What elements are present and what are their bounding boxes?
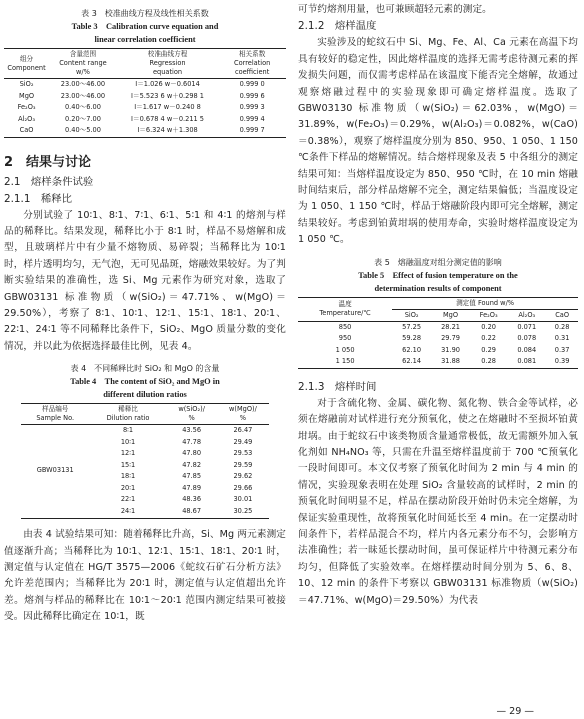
- table-cell: SiO₂: [19, 80, 34, 88]
- table4-header-row: [21, 404, 269, 425]
- table-row: [298, 345, 578, 357]
- table-cell: 47.82: [182, 460, 202, 469]
- subsection-heading: 2.1 熔样条件试验: [4, 175, 94, 188]
- table5-block: [298, 257, 578, 369]
- header-text: w(SiO₂)/ %: [178, 405, 205, 423]
- paragraph-dilution: 分别试验了 10∶1、8∶1、7∶1、6∶1、5∶1 和 4∶1 的熔剂与样品的稀释比。结果发现，稀释比小于 8∶1 时，样品不易熔解和成型，且玻璃样片中有少量不熔物质、易碎裂；当稀释比为 10∶1 时，样片透明均匀，无气泡，无可见晶斑，熔融效果较好。为了判断实验结果的准确性，选 Si、Mg 元素作为研究对象，选取了 GBW03131 标准物质（w(SiO₂)＝47.71%、w(MgO)＝29.50%），考察了 8∶1、10∶1、12∶1、15∶1、18∶1、20∶1、22∶1、24∶1 等不同稀释比条件下，SiO₂、MgO 质量分数的变化情况，并以此为依据选择最佳比例，见表 4。: [4, 209, 286, 352]
- table-cell: 24∶1: [120, 506, 136, 515]
- table5-header-cell: Al₂O₃: [518, 310, 536, 319]
- table-cell: 0.078: [517, 334, 537, 343]
- table-cell: 23.00～46.00: [60, 80, 106, 88]
- table-row: [4, 114, 286, 126]
- rule-cell: [21, 517, 269, 519]
- table-cell: 10∶1: [120, 437, 136, 446]
- table-cell: 8∶1: [122, 426, 134, 435]
- table3-header-cell: [218, 49, 286, 79]
- table-cell: 62.10: [402, 345, 422, 354]
- table-cell: 0.999 4: [239, 114, 265, 123]
- table-cell: 0.31: [554, 334, 570, 343]
- table-cell: 47.85: [182, 472, 202, 481]
- header-text: 含量范围 Content range w/%: [59, 50, 107, 76]
- right-column: [298, 0, 578, 609]
- table4-header-cell: [166, 404, 216, 425]
- table-cell: 850: [338, 322, 352, 331]
- table-cell: 0.39: [554, 357, 570, 366]
- header-text: 样品编号 Sample No.: [36, 405, 75, 423]
- table-cell: 47.80: [182, 449, 202, 458]
- table-cell: 0.20～7.00: [64, 114, 101, 123]
- table4-block: [4, 363, 286, 519]
- table-cell: 1 150: [335, 357, 355, 366]
- table-cell: 0.29: [481, 345, 496, 354]
- table-cell: 0.999 7: [239, 126, 265, 134]
- table-cell: I＝1.617 w－0.240 8: [134, 103, 201, 111]
- paragraph-table4-discussion: 由表 4 试验结果可知：随着稀释比升高，Si、Mg 两元素测定值逐渐升高；当稀释比为 10∶1、12∶1、15∶1、18∶1、20∶1 时，测定值与认定值在 HG/T 3575—2006《蛇纹石矿石分析方法》允许差范围内；当稀释比为 20∶1 时，测定值与认定值超出允许差。熔剂与样品的稀释比在 10∶1～20∶1 范围内测定结果可被接受。因此稀释比确定在 10∶1，既: [4, 529, 286, 623]
- table-cell: I＝1.026 w－0.6014: [135, 80, 200, 88]
- section-heading: 2 结果与讨论: [4, 154, 92, 170]
- table3-header-cell: [4, 49, 49, 79]
- table-cell: I＝6.324 w＋1.308: [137, 126, 198, 134]
- table-cell: 62.14: [402, 357, 422, 366]
- table4-caption-cn: 表 4 不同稀释比时 SiO₂ 和 MgO 的含量: [70, 364, 220, 374]
- table-cell: 29.53: [233, 449, 253, 458]
- table5: [298, 297, 578, 369]
- table-cell: 18∶1: [120, 472, 136, 481]
- table3-caption-cn: 表 3 校准曲线方程及线性相关系数: [81, 9, 209, 18]
- table-cell: 29.79: [441, 334, 460, 343]
- table-cell: 0.28: [554, 322, 570, 331]
- table5-caption-cn: 表 5 熔融温度对组分测定值的影响: [374, 257, 502, 267]
- table-cell: 0.999 3: [239, 103, 265, 111]
- table-row: [4, 102, 286, 114]
- header-text: w(MgO)/ %: [229, 405, 257, 423]
- table3: [4, 48, 286, 138]
- table-cell: MgO: [19, 91, 35, 100]
- table-cell: 30.01: [233, 495, 253, 504]
- table-cell: I＝0.678 4 w－0.211 5: [131, 114, 205, 123]
- table5-header-cell: CaO: [555, 310, 570, 319]
- table-cell: 12∶1: [120, 449, 136, 458]
- sample-cell: GBW03131: [36, 466, 74, 475]
- table3-header-cell: [49, 49, 117, 79]
- table3-block: [4, 8, 286, 138]
- table3-caption-en-2: linear correlation coefficient: [94, 35, 196, 44]
- table-cell: 47.78: [182, 437, 202, 446]
- header-text: 校准曲线方程 Regression equation: [147, 50, 188, 76]
- table4-caption-en: Table 4 The content of SiO₂ and MgO in: [70, 377, 220, 387]
- section-2-heading-wrap: [4, 152, 286, 174]
- table-cell: 0.22: [481, 334, 496, 343]
- table5-caption-en-2: determination results of component: [374, 283, 502, 293]
- table-row: [4, 91, 286, 103]
- table-cell: 20∶1: [120, 483, 136, 492]
- subsubsection-heading: 2.1.2 熔样温度: [298, 20, 377, 33]
- table-cell: 0.40～5.00: [64, 126, 101, 134]
- table-cell: 0.40～6.00: [64, 103, 101, 111]
- table-cell: 0.084: [517, 345, 537, 354]
- table-cell: 29.49: [233, 437, 253, 446]
- table-cell: 47.89: [182, 483, 202, 492]
- table-row: [298, 333, 578, 345]
- table-cell: 29.59: [233, 460, 253, 469]
- table4-header-cell: [90, 404, 167, 425]
- table-cell: 30.25: [233, 506, 253, 515]
- table-cell: 48.36: [182, 495, 202, 504]
- table-cell: Fe₂O₃: [17, 103, 36, 111]
- table5-header-cell: Fe₂O₃: [479, 310, 498, 319]
- table-cell: 29.66: [233, 483, 253, 492]
- header-text: 组分 Component: [7, 54, 46, 72]
- paragraph-continued: 可节约熔剂用量，也可兼顾超轻元素的测定。: [298, 4, 492, 15]
- table-cell: 0.999 0: [239, 80, 265, 88]
- table-cell: 0.999 6: [239, 91, 265, 100]
- table3-header-cell: [117, 49, 219, 79]
- table-row: [4, 125, 286, 137]
- header-text: 温度 Temperature/℃: [319, 300, 371, 318]
- table-cell: 1 050: [335, 345, 355, 354]
- table-row: [298, 321, 578, 333]
- paragraph-fusion-temperature: 实验涉及的蛇纹石中 Si、Mg、Fe、Al、Ca 元素在高温下均具有较好的稳定性，因此熔样温度的选择无需考虑待测元素的挥发损失问题，而仅需考虑样品在该温度下能否完全熔解，故通过观察熔融过程中的实验现象即可确定熔样温度。选取了 GBW03130 标准物质（w(SiO₂)＝62.03%，w(MgO)＝31.89%，w(Fe₂O₃)＝0.29%，w(Al₂O₃)＝0.082%，w(CaO)＝0.38%），观察了熔样温度分别为 850、950、1 050、1 150 ℃条件下样品的熔解情况。结合熔样现象及表 5 中各组分的测定结果可知：当熔样温度设定为 850、950 ℃时，在 10 min 熔融时间结束后，部分样品熔解不完全，测定结果偏低；当温度设定为 1 050、1 150 ℃时，样品于熔融阶段内即可完全熔解，测定结果较好。考虑到铂黄坩埚的使用寿命，实验时熔样温度设定为 1 050 ℃。: [298, 37, 578, 246]
- subsubsection-heading: 2.1.1 稀释比: [4, 192, 73, 205]
- table-cell: 57.25: [402, 322, 422, 331]
- table-row: [298, 356, 578, 368]
- table5-header-cell: MgO: [442, 310, 459, 319]
- subsubsection-heading: 2.1.3 熔样时间: [298, 380, 377, 393]
- paragraph-fusion-time: 对于含硫化物、金属、碳化物、氮化物、铁合金等试样，必须在熔融前对试样进行充分预氧化，使之在熔融时不至损坏铂黄坩埚。由于蛇纹石中该类物质含量通常极低，故无需额外加入氧化剂如 NH₄NO₃ 等，只需在升温至熔样温度前于 700 ℃预氧化一段时间即可。本文仅考察了预氧化时间为 2 min 与 4 min 的情况，实验现象表明在处理 SiO₂ 含量较高的试样时，2 min 的预氧化时间明显不足，样品在摆动阶段开始时仍未完全熔解，为保证实验重现性，故将预氧化时间延长至 4 min。在一定摆动时间条件下，若样品混合不均，样片内各元素分布不匀，会影响方法准确性；若一昧延长摆动时间，虽可保证样片中待测元素分布均匀，但降低了实验效率。在熔样摆动时间分别为 5、6、8、10、12 min 的条件下考察以 GBW03131 标准物质（w(SiO₂)＝47.71%、w(MgO)＝29.50%）为代表: [298, 397, 578, 606]
- table-cell: 28.21: [441, 322, 460, 331]
- table-cell: 0.081: [517, 357, 537, 366]
- table-cell: 29.62: [233, 472, 253, 481]
- table4-header-cell: [21, 404, 90, 425]
- table-row: [4, 79, 286, 91]
- table5-header-row: [298, 297, 578, 309]
- table-cell: I＝5.523 6 w＋0.298 1: [131, 91, 205, 100]
- table-cell: 0.28: [481, 357, 496, 366]
- table-cell: Al₂O₃: [18, 114, 35, 123]
- table-row: [21, 425, 269, 437]
- table-cell: 48.67: [182, 506, 202, 515]
- table-cell: 15∶1: [120, 460, 136, 469]
- table3-caption-en: Table 3 Calibration curve equation and: [71, 22, 219, 31]
- header-text: 相关系数 Correlation coefficient: [233, 50, 271, 76]
- table-cell: 0.071: [517, 322, 537, 331]
- header-text: 稀释比 Dilution ratio: [106, 405, 150, 423]
- table-cell: 950: [338, 334, 352, 343]
- table3-header-row: [4, 49, 286, 79]
- table5-header-cell: [298, 297, 392, 321]
- page-number: — 29 —: [496, 706, 534, 717]
- table-cell: 22∶1: [120, 495, 136, 504]
- table-bottom-rule: [21, 517, 269, 519]
- table-cell: 26.47: [233, 426, 253, 435]
- left-column: [4, 0, 286, 626]
- table4: [21, 403, 269, 519]
- table5-header-cell: SiO₂: [404, 310, 419, 319]
- table-cell: 43.56: [182, 426, 202, 435]
- table-cell: 31.88: [441, 357, 460, 366]
- table-cell: 31.90: [441, 345, 460, 354]
- table4-header-cell: [217, 404, 269, 425]
- table5-caption-en: Table 5 Effect of fusion temperature on the: [358, 270, 518, 280]
- table-cell: CaO: [19, 126, 34, 134]
- table5-header-cell: 测定值 Found w/%: [392, 297, 578, 309]
- table-cell: 0.37: [554, 345, 570, 354]
- table4-caption-en-2: different dilution ratios: [103, 390, 187, 400]
- table-cell: 23.00～46.00: [60, 91, 106, 100]
- table-cell: 0.20: [481, 322, 496, 331]
- table-cell: 59.28: [402, 334, 422, 343]
